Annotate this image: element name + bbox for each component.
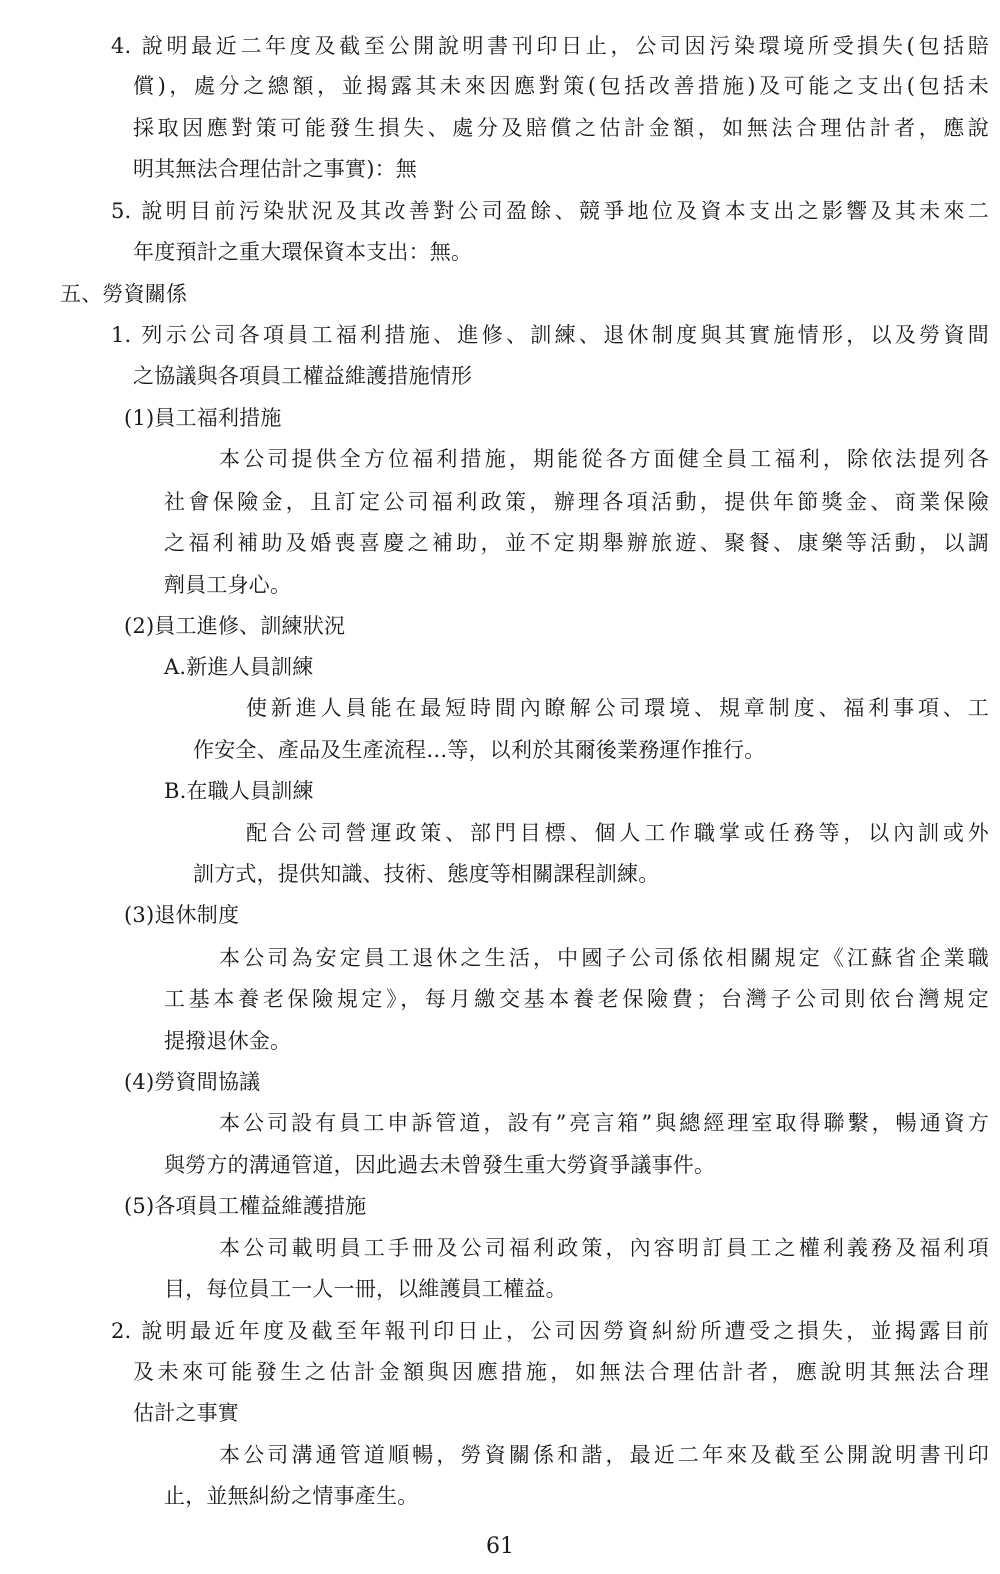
text-line: 使新進人員能在最短時間內瞭解公司環境、規章制度、福利事項、工: [246, 696, 989, 720]
page-number: 61: [486, 1534, 514, 1559]
text-line: 作安全、產品及生產流程…等，以利於其爾後業務運作推行。: [193, 738, 766, 762]
subheading: (5)各項員工權益維護措施: [124, 1194, 367, 1218]
subheading: (1)員工福利措施: [124, 406, 282, 430]
text-line: 之協議與各項員工權益維護措施情形: [133, 364, 473, 388]
text-line: 提撥退休金。: [164, 1029, 292, 1053]
text-line: 配合公司營運政策、部門目標、個人工作職掌或任務等，以內訓或外: [246, 821, 989, 845]
text-line: 本公司載明員工手冊及公司福利政策，內容明訂員工之權利義務及福利項: [219, 1236, 989, 1260]
text-line: 之福利補助及婚喪喜慶之補助，並不定期舉辦旅遊、聚餐、康樂等活動，以調: [164, 531, 989, 555]
text-line: 年度預計之重大環保資本支出：無。: [133, 240, 473, 264]
text-line: 5. 說明目前污染狀況及其改善對公司盈餘、競爭地位及資本支出之影響及其未來二: [111, 199, 989, 223]
subheading: B.在職人員訓練: [164, 779, 314, 803]
text-line: 工基本養老保險規定》，每月繳交基本養老保險費；台灣子公司則依台灣規定: [164, 987, 989, 1011]
text-line: 4. 說明最近二年度及截至公開說明書刊印日止，公司因污染環境所受損失(包括賠: [111, 34, 989, 58]
text-line: 本公司提供全方位福利措施，期能從各方面健全員工福利，除依法提列各: [219, 447, 989, 471]
text-line: 估計之事實: [133, 1401, 239, 1425]
subheading: (3)退休制度: [124, 903, 240, 927]
text-line: 本公司溝通管道順暢，勞資關係和諧，最近二年來及截至公開說明書刊印: [219, 1443, 989, 1467]
text-line: 社會保險金，且訂定公司福利政策，辦理各項活動，提供年節獎金、商業保險: [164, 490, 989, 514]
section-heading: 五、勞資關係: [60, 282, 188, 306]
subheading: (4)勞資間協議: [124, 1070, 261, 1094]
text-line: 訓方式，提供知識、技術、態度等相關課程訓練。: [193, 862, 660, 886]
text-line: 2. 說明最近年度及截至年報刊印日止，公司因勞資糾紛所遭受之損失，並揭露目前: [111, 1319, 989, 1343]
text-line: 目，每位員工一人一冊，以維護員工權益。: [164, 1277, 567, 1301]
text-line: 採取因應對策可能發生損失、處分及賠償之估計金額，如無法合理估計者，應說: [133, 116, 989, 140]
text-line: 與勞方的溝通管道，因此過去未曾發生重大勞資爭議事件。: [164, 1153, 716, 1177]
text-line: 1. 列示公司各項員工福利措施、進修、訓練、退休制度與其實施情形，以及勞資間: [111, 323, 989, 347]
subheading: A.新進人員訓練: [164, 655, 314, 679]
text-line: 明其無法合理估計之事實)：無: [133, 157, 417, 181]
text-line: 劑員工身心。: [164, 573, 292, 597]
subheading: (2)員工進修、訓練狀況: [124, 614, 346, 638]
text-line: 本公司設有員工申訴管道，設有”亮言箱”與總經理室取得聯繫，暢通資方: [219, 1111, 989, 1135]
text-line: 償)，處分之總額，並揭露其未來因應對策(包括改善措施)及可能之支出(包括未: [133, 74, 989, 98]
text-line: 及未來可能發生之估計金額與因應措施，如無法合理估計者，應說明其無法合理: [133, 1360, 989, 1384]
text-line: 本公司為安定員工退休之生活，中國子公司係依相關規定《江蘇省企業職: [219, 946, 989, 970]
text-line: 止，並無糾紛之情事產生。: [164, 1484, 419, 1508]
